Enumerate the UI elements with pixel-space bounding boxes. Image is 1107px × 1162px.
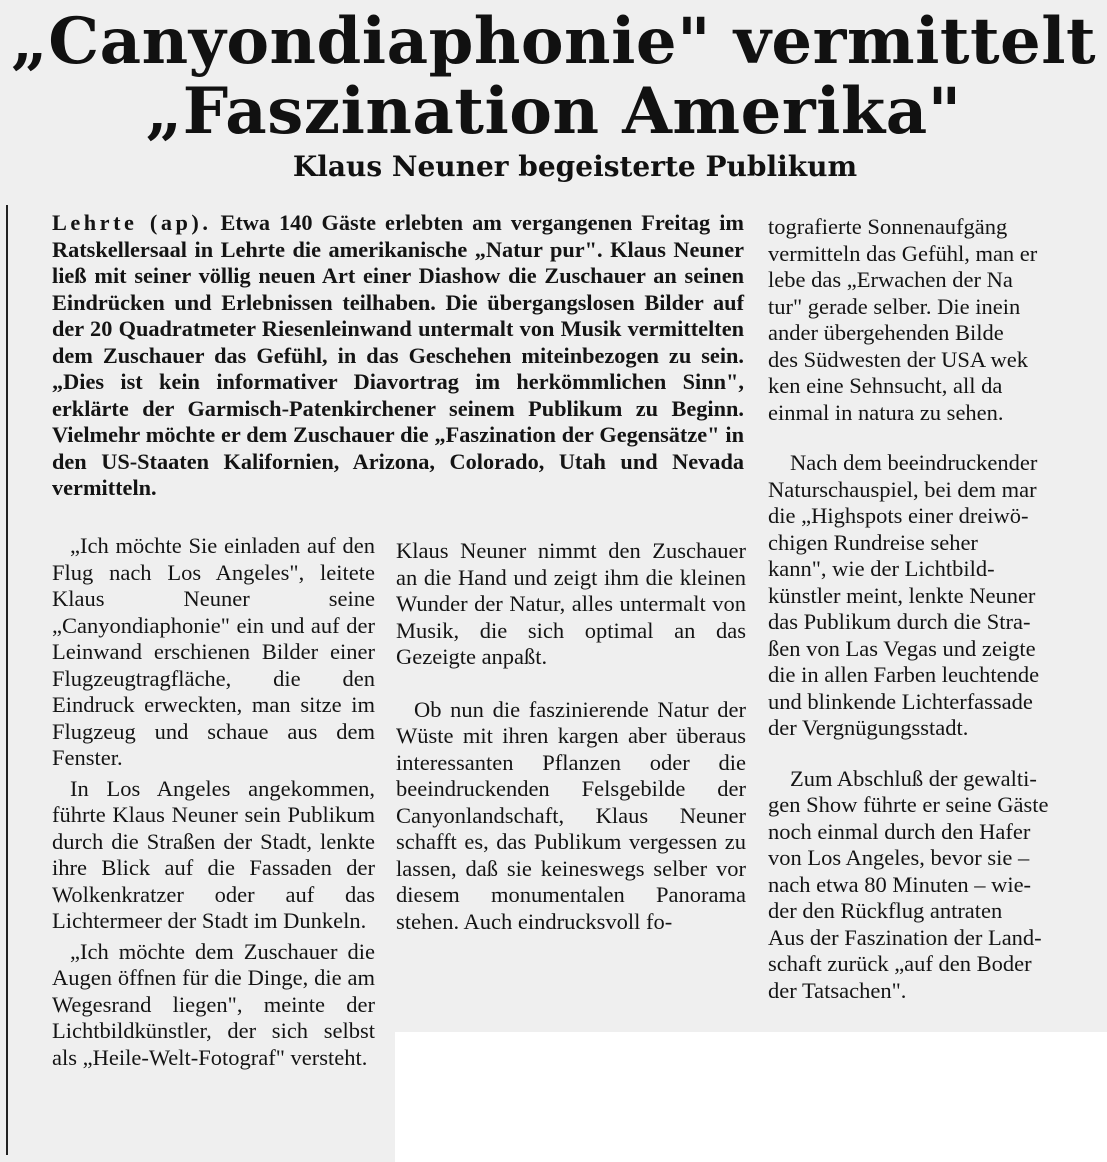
- column-3-line: ßen von Las Vegas und zeigte: [768, 635, 1036, 661]
- column-3-line: einmal in natura zu sehen.: [768, 399, 1004, 425]
- headline-line-2: „Faszination Amerika": [145, 74, 962, 149]
- column-3-line: nach etwa 80 Minuten – wie-: [768, 871, 1032, 897]
- column-rule: [6, 205, 8, 1155]
- headline-line-1: „Canyondiaphonie" vermittelt: [10, 4, 1097, 79]
- column-3-line: schaft zurück „auf den Boder: [768, 951, 1032, 976]
- lead-paragraph: [52, 210, 744, 502]
- column-2-paragraph-2: Ob nun die faszinierende Natur der Wüste mit ihren kargen aber überaus interessanten Pflanzen oder die beeindruckenden Felsgebilde der Canyonlandschaft, Klaus Neuner schafft es, das Publikum vergessen zu lassen, daß sie keineswegs selber vor diesem monumentalen Panorama stehen. Auch eindrucksvoll fo-: [396, 696, 746, 934]
- column-3-line: ken eine Sehnsucht, all da: [768, 373, 1003, 398]
- column-3-line: von Los Angeles, bevor sie –: [768, 845, 1030, 870]
- column-3-line: die „Highspots einer dreiwö-: [768, 503, 1029, 528]
- article-column-1: [52, 533, 375, 1071]
- column-1-paragraph-2: In Los Angeles angekommen, führte Klaus Neuner sein Publikum durch die Straßen der Stadt, lenkte ihre Blick auf die Fassaden der Wolkenkratzer oder auf das Lichtermeer der Stadt im Dunkeln.: [52, 775, 375, 933]
- column-3-line: das Publikum durch die Stra-: [768, 609, 1031, 634]
- column-3-line: und blinkende Lichterfassade: [768, 688, 1033, 714]
- column-3-line: der Tatsachen".: [768, 977, 907, 1003]
- column-2-paragraph-1: Klaus Neuner nimmt den Zuschauer an die Hand und zeigt ihm die kleinen Wunder der Natur, alles untermalt von Musik, die sich optimal an das Gezeigte anpaßt.: [396, 538, 746, 669]
- column-3-line: Aus der Faszination der Land-: [768, 924, 1042, 950]
- column-3-line: des Südwesten der USA wek: [768, 346, 1028, 372]
- subheadline: Klaus Neuner begeisterte Publikum: [292, 150, 858, 183]
- column-3-line: Naturschauspiel, bei dem mar: [768, 476, 1037, 502]
- column-3-paragraph-1: [768, 214, 1107, 426]
- column-1-paragraph-3: „Ich möchte dem Zuschauer die Augen öffnen für die Dinge, die am Wegesrand liegen", meinte der Lichtbildkünstler, der sich selbst als „Heile-Welt-Fotograf" versteht.: [52, 938, 375, 1070]
- column-3-line: künstler meint, lenkte Neuner: [768, 582, 1036, 608]
- column-3-line: die in allen Farben leuchtende: [768, 662, 1040, 687]
- column-3-line: der den Rückflug antraten: [768, 898, 1003, 923]
- column-3-line: Nach dem beeindruckender: [790, 450, 1038, 475]
- column-3-line: tur" gerade selber. Die inein: [768, 293, 1021, 319]
- column-3-line: chigen Rundreise seher: [768, 529, 978, 555]
- column-1-paragraph-1: „Ich möchte Sie einladen auf den Flug nach Los Angeles", leitete Klaus Neuner seine „Canyondiaphonie" ein und auf der Leinwand erschienen Bilder einer Flugzeugtragfläche, die den Eindruck erweckten, man sitze im Flugzeug und schaue aus dem Fenster.: [52, 533, 375, 770]
- dateline: Lehrte (ap).: [52, 210, 212, 235]
- column-3-line: kann", wie der Lichtbild-: [768, 556, 995, 581]
- article-column-2: [396, 538, 746, 935]
- column-3-line: gen Show führte er seine Gäste: [768, 792, 1049, 817]
- column-3-line: noch einmal durch den Hafer: [768, 818, 1031, 844]
- column-3-line: der Vergnügungsstadt.: [768, 715, 969, 740]
- column-3-line: vermitteln das Gefühl, man er: [768, 240, 1038, 266]
- column-3-line: tografierte Sonnenaufgäng: [768, 214, 1008, 239]
- column-3-line: ander übergehenden Bilde: [768, 320, 1004, 345]
- column-3-paragraph-2: [768, 450, 1107, 742]
- column-3-line: Zum Abschluß der gewalti-: [790, 765, 1037, 791]
- clipping-cutout: [395, 1032, 1107, 1162]
- lead-text: [52, 210, 744, 502]
- article-column-3: [768, 214, 1107, 1004]
- column-3-paragraph-3: [768, 766, 1107, 1005]
- column-3-line: lebe das „Erwachen der Na: [768, 267, 1013, 292]
- lead-body: Etwa 140 Gäste erlebten am vergangenen Freitag im Ratskellersaal in Lehrte die amerikanische „Natur pur". Klaus Neuner ließ mit seiner völlig neuen Art einer Diashow die Zuschauer an seinen Eindrücken und Erlebnissen teilhaben. Die übergangslosen Bilder auf der 20 Quadratmeter Riesenleinwand untermalt von Musik vermittelten dem Zuschauer das Gefühl, in das Geschehen miteinbezogen zu sein. „Dies ist kein informativer Diavortrag im herkömmlichen Sinn", erklärte der Garmisch-Patenkirchener seinem Publikum zu Beginn. Vielmehr möchte er dem Zuschauer die „Faszination der Gegensätze" in den US-Staaten Kalifornien, Arizona, Colorado, Utah und Nevada vermitteln.: [52, 210, 745, 500]
